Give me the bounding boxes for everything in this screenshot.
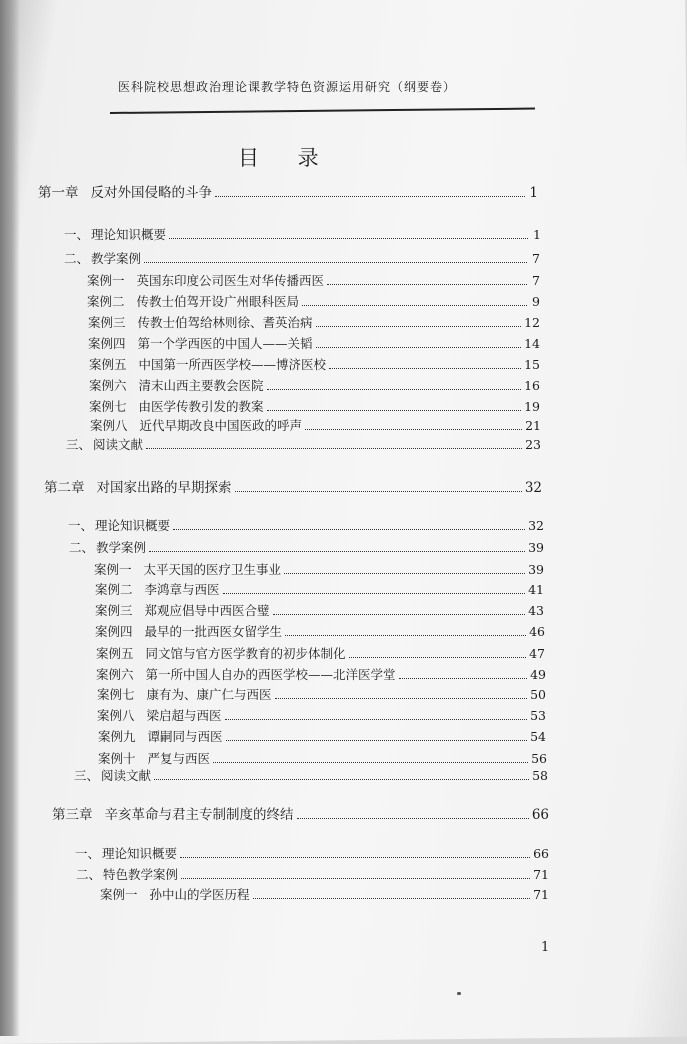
toc-leader-dots	[223, 579, 526, 594]
toc-leader-dots	[235, 477, 522, 492]
toc-case-entry	[87, 270, 540, 288]
toc-entry-page: 50	[530, 687, 546, 702]
toc-leader-dots	[213, 748, 528, 763]
toc-entry-label: 案例四	[88, 336, 126, 351]
toc-entry-label: 第二章	[44, 480, 85, 494]
toc-entry-title: 理论知识概要	[91, 227, 167, 242]
toc-leader-dots	[275, 684, 528, 699]
toc-entry-title: 理论知识概要	[95, 518, 171, 533]
toc-entry-title: 梁启超与西医	[146, 708, 222, 723]
toc-entry-title: 孙中山的学医历程	[149, 887, 250, 902]
toc-entry-label: 案例六	[96, 667, 134, 682]
toc-case-entry	[95, 600, 544, 618]
toc-entry-label: 三、	[74, 768, 100, 783]
toc-entry-title: 教学案例	[96, 540, 147, 555]
toc-entry-label: 案例五	[96, 646, 134, 661]
toc-entry-label: 二、	[69, 540, 95, 555]
toc-entry-page: 58	[532, 768, 548, 783]
toc-entry-title: 第一个学西医的中国人——关韬	[137, 336, 313, 351]
toc-leader-dots	[316, 333, 522, 348]
toc-entry-page: 53	[530, 708, 546, 723]
toc-entry-page: 14	[524, 336, 540, 351]
toc-section-entry	[64, 224, 541, 242]
toc-leader-dots	[215, 182, 525, 197]
toc-entry-label: 案例八	[90, 418, 128, 433]
toc-entry-label: 案例四	[95, 624, 133, 639]
toc-entry-title: 太平天国的医疗卫生事业	[143, 562, 282, 577]
running-header: 医科院校思想政治理论课教学特色资源运用研究（纲要卷）	[118, 80, 457, 94]
toc-case-entry	[88, 333, 540, 351]
toc-section-entry	[74, 765, 548, 783]
toc-leader-dots	[285, 621, 526, 636]
toc-leader-dots	[284, 559, 525, 574]
toc-entry-title: 中国第一所西医学校——博济医校	[138, 357, 327, 372]
toc-section-entry	[64, 248, 540, 266]
toc-entry-page: 49	[530, 667, 546, 682]
toc-entry-title: 由医学传教引发的教案	[138, 399, 264, 414]
toc-leader-dots	[181, 864, 530, 879]
toc-entry-title: 理论知识概要	[102, 846, 178, 861]
toc-leader-dots	[302, 291, 527, 306]
toc-entry-label: 案例五	[89, 357, 127, 372]
toc-section-entry	[66, 434, 541, 452]
toc-entry-title: 反对外国侵略的斗争	[90, 185, 212, 199]
toc-leader-dots	[267, 375, 522, 390]
toc-entry-page: 56	[531, 751, 547, 766]
toc-entry-page: 41	[528, 582, 544, 597]
toc-entry-label: 案例八	[97, 708, 135, 723]
toc-case-entry	[96, 643, 545, 661]
toc-case-entry	[95, 621, 545, 639]
toc-leader-dots	[305, 415, 522, 430]
toc-case-entry	[96, 664, 546, 682]
page-title: 目 录	[238, 146, 335, 170]
toc-entry-label: 一、	[75, 846, 101, 861]
toc-leader-dots	[327, 270, 527, 285]
toc-leader-dots	[180, 843, 530, 858]
toc-leader-dots	[316, 312, 522, 327]
toc-entry-page: 32	[524, 480, 542, 494]
toc-entry-page: 16	[524, 378, 540, 393]
toc-entry-label: 一、	[64, 227, 90, 242]
toc-section-entry	[75, 843, 549, 861]
toc-leader-dots	[225, 705, 528, 720]
toc-section-entry	[69, 537, 544, 555]
toc-entry-page: 7	[532, 273, 540, 288]
toc-leader-dots	[169, 224, 528, 239]
toc-entry-page: 32	[528, 518, 544, 533]
scan-speck	[457, 992, 461, 995]
toc-leader-dots	[154, 765, 529, 780]
toc-entry-title: 清末山西主要教会医院	[138, 378, 264, 393]
toc-entry-title: 近代早期改良中国医政的呼声	[139, 418, 303, 433]
toc-entry-page: 66	[533, 846, 549, 861]
toc-entry-page: 7	[532, 251, 540, 266]
toc-leader-dots	[267, 396, 522, 411]
toc-entry-page: 71	[533, 887, 549, 902]
toc-chapter-entry	[38, 181, 538, 199]
toc-leader-dots	[173, 515, 525, 530]
toc-case-entry	[87, 291, 540, 309]
toc-entry-title: 同文馆与官方医学教育的初步体制化	[145, 646, 346, 661]
toc-entry-title: 阅读文献	[101, 768, 152, 783]
toc-entry-label: 案例二	[95, 582, 133, 597]
toc-entry-title: 最早的一批西医女留学生	[144, 624, 283, 639]
toc-entry-page: 19	[524, 399, 540, 414]
toc-entry-label: 案例十	[98, 751, 136, 766]
toc-case-entry	[89, 396, 540, 414]
toc-entry-title: 郑观应倡导中西医合璧	[144, 603, 270, 618]
toc-entry-page: 39	[528, 562, 544, 577]
toc-entry-title: 阅读文献	[93, 437, 144, 452]
toc-entry-label: 案例一	[94, 562, 132, 577]
toc-case-entry	[97, 705, 546, 723]
toc-entry-page: 71	[533, 867, 549, 882]
toc-entry-page: 12	[524, 315, 540, 330]
toc-entry-title: 辛亥革命与君主专制制度的终结	[104, 807, 294, 821]
toc-entry-label: 案例一	[100, 887, 138, 902]
toc-leader-dots	[146, 434, 522, 449]
toc-entry-title: 教学案例	[91, 251, 142, 266]
toc-entry-label: 二、	[76, 867, 102, 882]
toc-case-entry	[89, 375, 540, 393]
toc-leader-dots	[329, 354, 521, 369]
page-number: 1	[541, 940, 550, 955]
toc-entry-label: 一、	[68, 518, 94, 533]
toc-entry-page: 23	[525, 437, 541, 452]
toc-entry-page: 15	[524, 357, 540, 372]
toc-entry-title: 第一所中国人自办的西医学校——北洋医学堂	[145, 667, 396, 682]
toc-entry-page: 1	[533, 227, 541, 242]
toc-case-entry	[97, 684, 546, 702]
toc-entry-label: 案例二	[87, 294, 125, 309]
toc-entry-title: 英国东印度公司医生对华传播西医	[136, 273, 325, 288]
toc-entry-title: 谭嗣同与西医	[147, 729, 223, 744]
toc-leader-dots	[149, 537, 525, 552]
toc-leader-dots	[273, 600, 526, 615]
toc-leader-dots	[297, 804, 529, 819]
toc-leader-dots	[349, 643, 527, 658]
toc-entry-label: 案例九	[98, 729, 136, 744]
toc-entry-page: 9	[532, 294, 540, 309]
toc-leader-dots	[144, 248, 527, 263]
toc-chapter-entry	[44, 476, 542, 494]
toc-chapter-entry	[52, 803, 549, 821]
toc-entry-label: 案例三	[88, 315, 126, 330]
toc-entry-label: 案例一	[87, 273, 125, 288]
toc-entry-page: 39	[528, 540, 544, 555]
toc-entry-page: 21	[525, 418, 541, 433]
toc-entry-page: 47	[529, 646, 545, 661]
toc-entry-page: 43	[528, 603, 544, 618]
toc-case-entry	[98, 748, 547, 766]
toc-leader-dots	[226, 726, 528, 741]
toc-section-entry	[76, 864, 549, 882]
toc-entry-label: 三、	[66, 437, 92, 452]
toc-entry-label: 第一章	[38, 185, 79, 199]
toc-entry-label: 案例三	[95, 603, 133, 618]
toc-case-entry	[94, 559, 544, 577]
toc-entry-title: 严复与西医	[147, 751, 211, 766]
toc-entry-label: 案例七	[97, 687, 135, 702]
book-spine-shadow	[0, 0, 20, 1036]
toc-entry-title: 康有为、康广仁与西医	[146, 687, 272, 702]
toc-entry-title: 传教士伯驾开设广州眼科医局	[136, 294, 300, 309]
toc-entry-page: 66	[531, 807, 549, 821]
toc-section-entry	[68, 515, 544, 533]
toc-entry-label: 案例七	[89, 399, 127, 414]
toc-entry-page: 54	[530, 729, 546, 744]
toc-entry-title: 特色教学案例	[103, 867, 179, 882]
toc-case-entry	[89, 354, 540, 372]
toc-leader-dots	[399, 664, 528, 679]
toc-entry-page: 46	[529, 624, 545, 639]
toc-entry-label: 第三章	[52, 807, 93, 821]
toc-entry-label: 案例六	[89, 378, 127, 393]
toc-entry-title: 传教士伯驾给林则徐、耆英治病	[137, 315, 313, 330]
toc-entry-page: 1	[529, 185, 538, 199]
toc-entry-title: 李鸿章与西医	[144, 582, 220, 597]
toc-entry-label: 二、	[64, 251, 90, 266]
toc-case-entry	[90, 415, 541, 433]
toc-case-entry	[100, 884, 549, 902]
toc-case-entry	[98, 726, 546, 744]
toc-entry-title: 对国家出路的早期探索	[96, 480, 232, 494]
toc-case-entry	[95, 579, 544, 597]
toc-case-entry	[88, 312, 540, 330]
toc-leader-dots	[253, 884, 531, 899]
